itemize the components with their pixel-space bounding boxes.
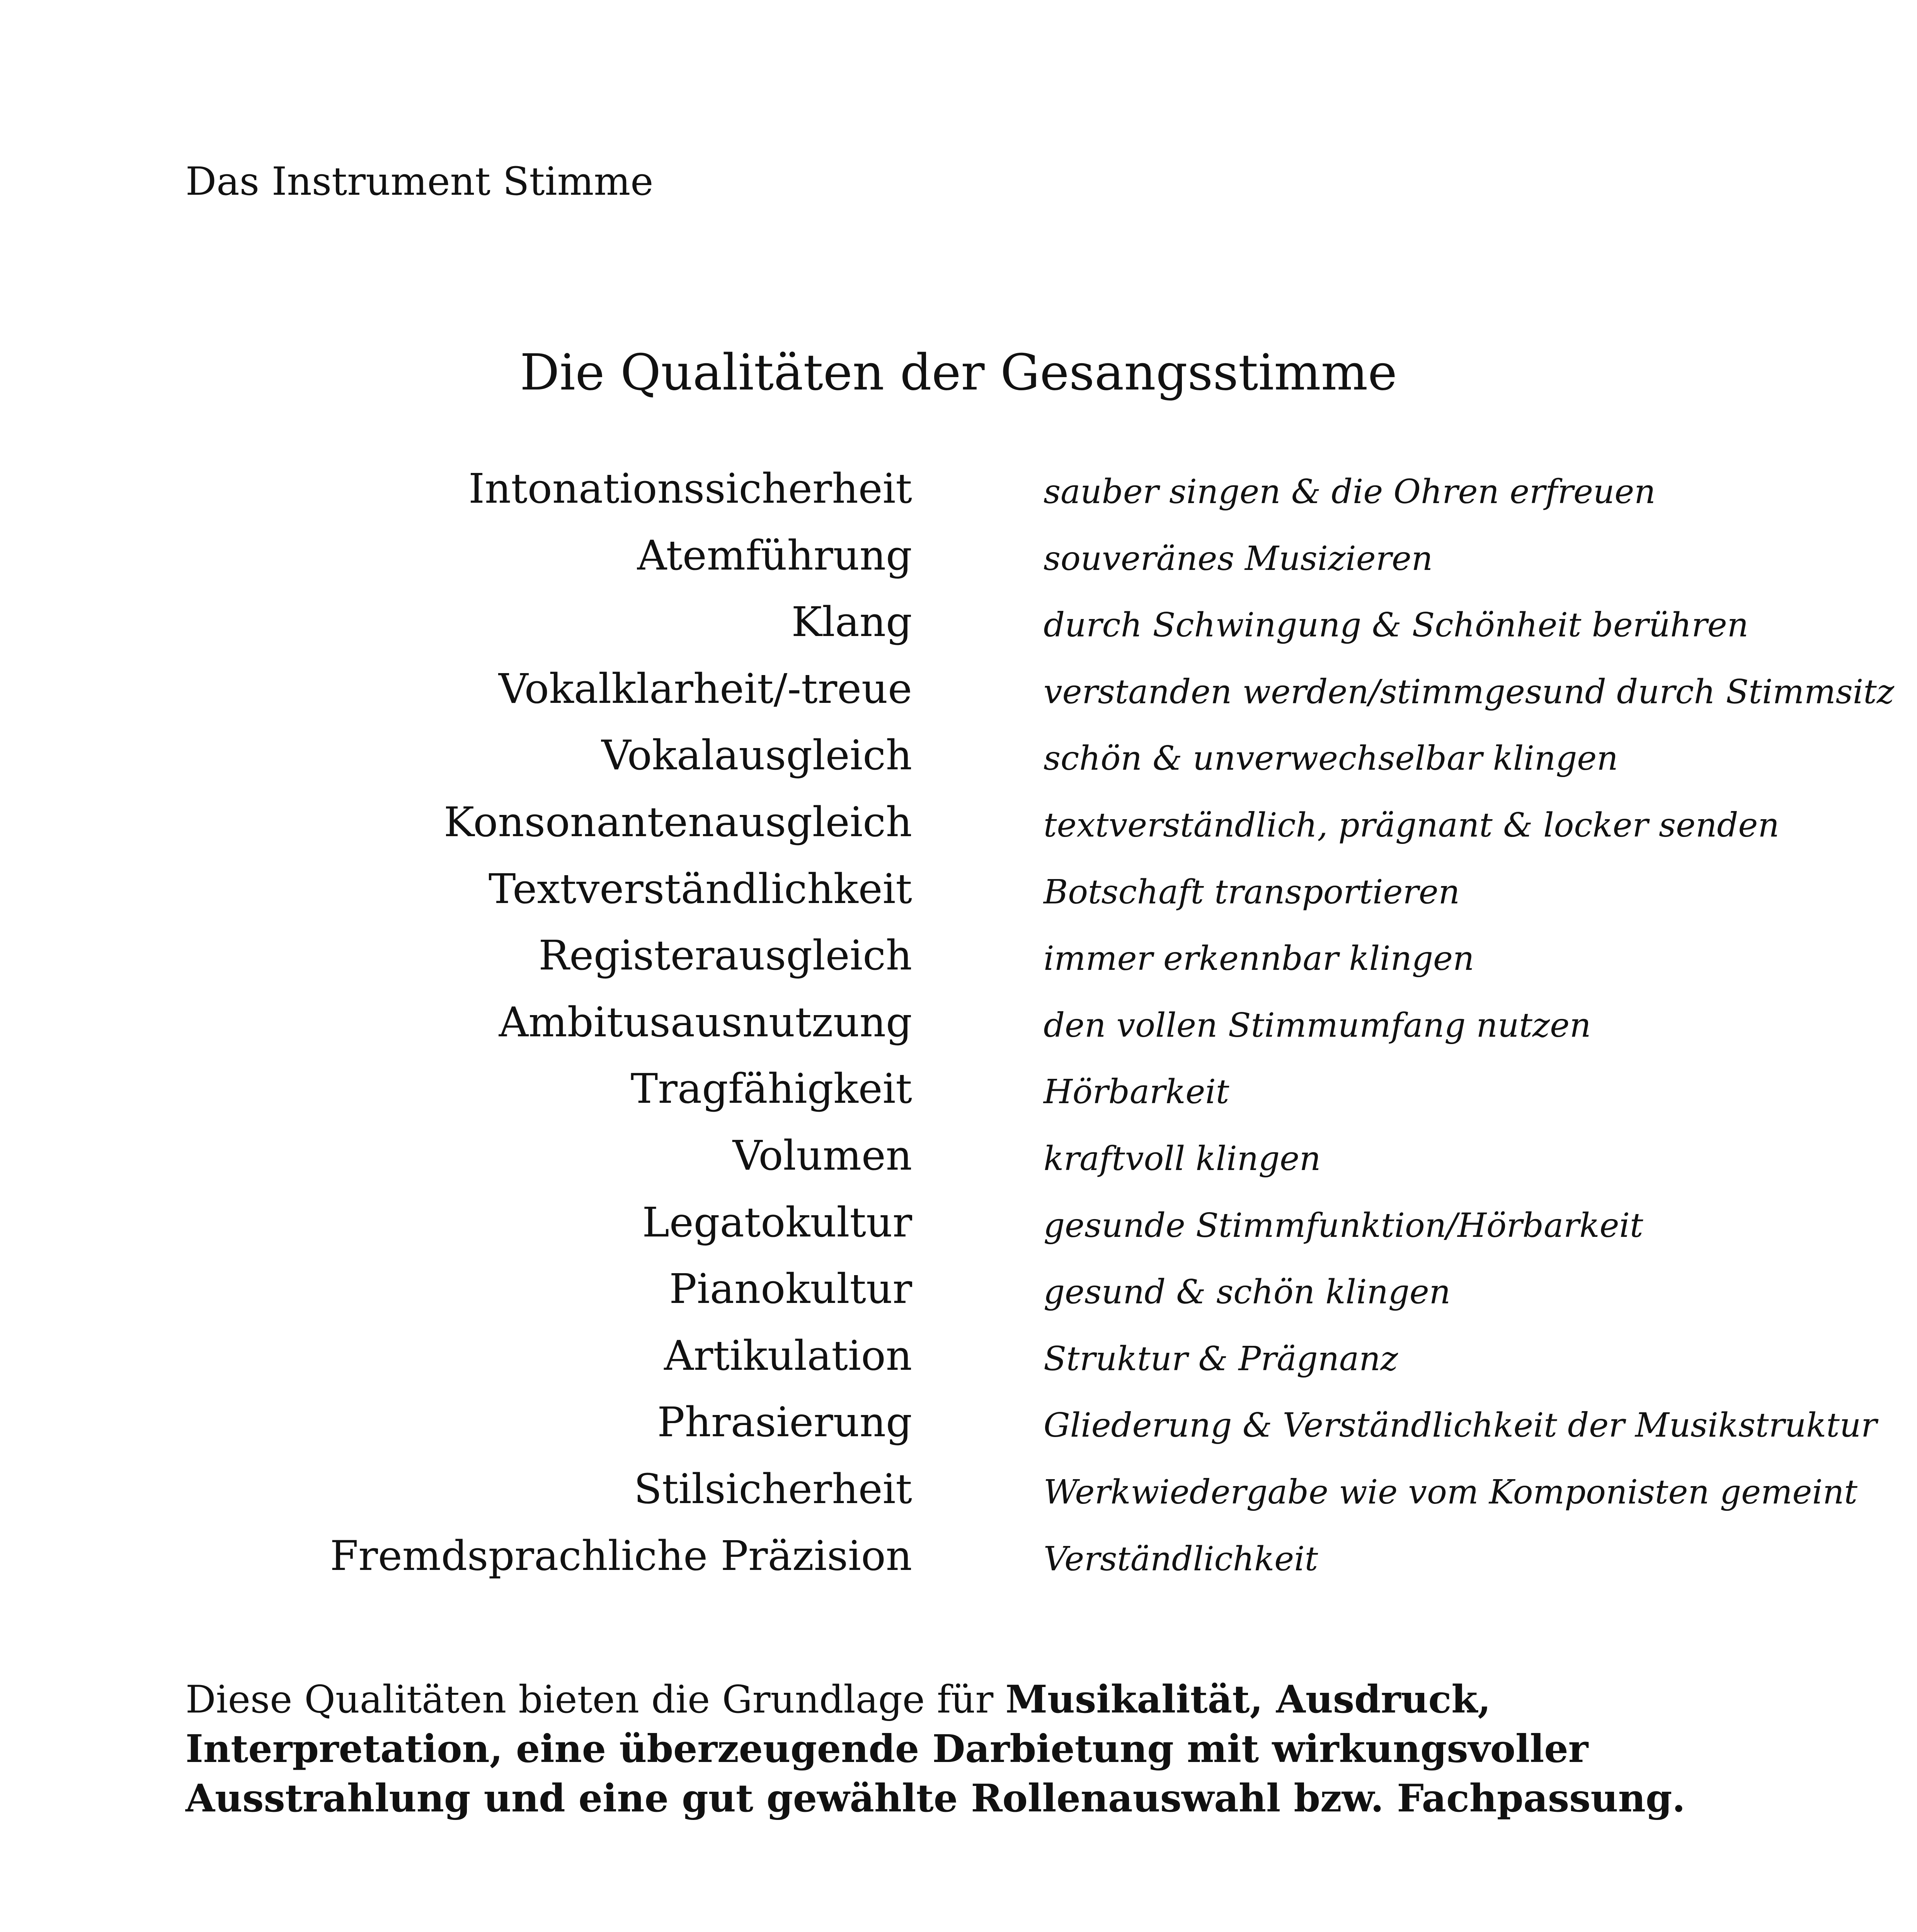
- quality-term: Atemführung: [637, 531, 912, 579]
- quality-description: durch Schwingung & Schönheit berühren: [1044, 606, 1749, 645]
- quality-term: Klang: [791, 598, 912, 646]
- quality-description: immer erkennbar klingen: [1044, 939, 1474, 978]
- quality-term: Konsonantenausgleich: [444, 798, 912, 846]
- quality-row: [0, 1129, 1917, 1196]
- summary-emphasis: Musikalität, Ausdruck, Interpretation, eine überzeugende Darbietung mit wirkungsvoller Ausstrahlung und eine gut gewählte Rollenauswahl bzw. Fachpassung.: [186, 1677, 1685, 1821]
- quality-row: [0, 1329, 1917, 1396]
- summary-paragraph: [186, 1675, 1716, 1823]
- quality-description: Botschaft transportieren: [1044, 872, 1460, 912]
- quality-row: [0, 1062, 1917, 1129]
- quality-row: [0, 1196, 1917, 1262]
- quality-term: Textverständlichkeit: [488, 865, 912, 913]
- quality-term: Vokalklarheit/-treue: [499, 665, 912, 713]
- quality-description: Hörbarkeit: [1044, 1073, 1229, 1112]
- running-header: Das Instrument Stimme: [186, 159, 654, 204]
- summary-intro: Diese Qualitäten bieten die Grundlage für: [186, 1678, 1006, 1722]
- quality-row: [0, 1529, 1917, 1596]
- quality-description: den vollen Stimmumfang nutzen: [1044, 1006, 1591, 1045]
- quality-row: [0, 1462, 1917, 1529]
- quality-term: Fremdsprachliche Präzision: [330, 1532, 912, 1580]
- quality-row: [0, 995, 1917, 1062]
- quality-row: [0, 1262, 1917, 1329]
- quality-term: Volumen: [732, 1131, 912, 1179]
- quality-term: Phrasierung: [657, 1398, 912, 1446]
- quality-row: [0, 795, 1917, 862]
- quality-row: [0, 728, 1917, 795]
- section-title: Die Qualitäten der Gesangsstimme: [520, 344, 1397, 401]
- quality-row: [0, 595, 1917, 662]
- quality-description: textverständlich, prägnant & locker senden: [1044, 806, 1779, 845]
- quality-term: Tragfähigkeit: [630, 1065, 912, 1113]
- quality-description: Verständlichkeit: [1044, 1539, 1318, 1578]
- quality-term: Artikulation: [664, 1332, 912, 1379]
- quality-description: souveränes Musizieren: [1044, 539, 1433, 578]
- qualities-list: [0, 462, 1917, 1595]
- quality-row: [0, 1395, 1917, 1462]
- quality-term: Intonationssicherheit: [468, 465, 912, 512]
- quality-description: gesunde Stimmfunktion/Hörbarkeit: [1044, 1206, 1643, 1245]
- quality-description: sauber singen & die Ohren erfreuen: [1044, 473, 1656, 511]
- quality-description: verstanden werden/stimmgesund durch Stimmsitz: [1044, 672, 1895, 711]
- quality-description: schön & unverwechselbar klingen: [1044, 739, 1618, 778]
- quality-description: gesund & schön klingen: [1044, 1273, 1451, 1312]
- quality-term: Registerausgleich: [538, 932, 912, 980]
- quality-row: [0, 862, 1917, 929]
- quality-description: Struktur & Prägnanz: [1044, 1339, 1398, 1378]
- quality-term: Pianokultur: [669, 1265, 912, 1313]
- quality-row: [0, 462, 1917, 529]
- quality-row: [0, 662, 1917, 729]
- quality-term: Vokalausgleich: [601, 731, 912, 779]
- quality-description: Werkwiedergabe wie vom Komponisten gemeint: [1044, 1473, 1857, 1512]
- quality-description: kraftvoll klingen: [1044, 1139, 1321, 1178]
- quality-description: Gliederung & Verständlichkeit der Musikstruktur: [1044, 1406, 1877, 1445]
- quality-term: Legatokultur: [642, 1198, 912, 1246]
- quality-row: [0, 529, 1917, 595]
- quality-term: Ambitusausnutzung: [499, 998, 912, 1046]
- quality-term: Stilsicherheit: [634, 1465, 912, 1513]
- quality-row: [0, 929, 1917, 995]
